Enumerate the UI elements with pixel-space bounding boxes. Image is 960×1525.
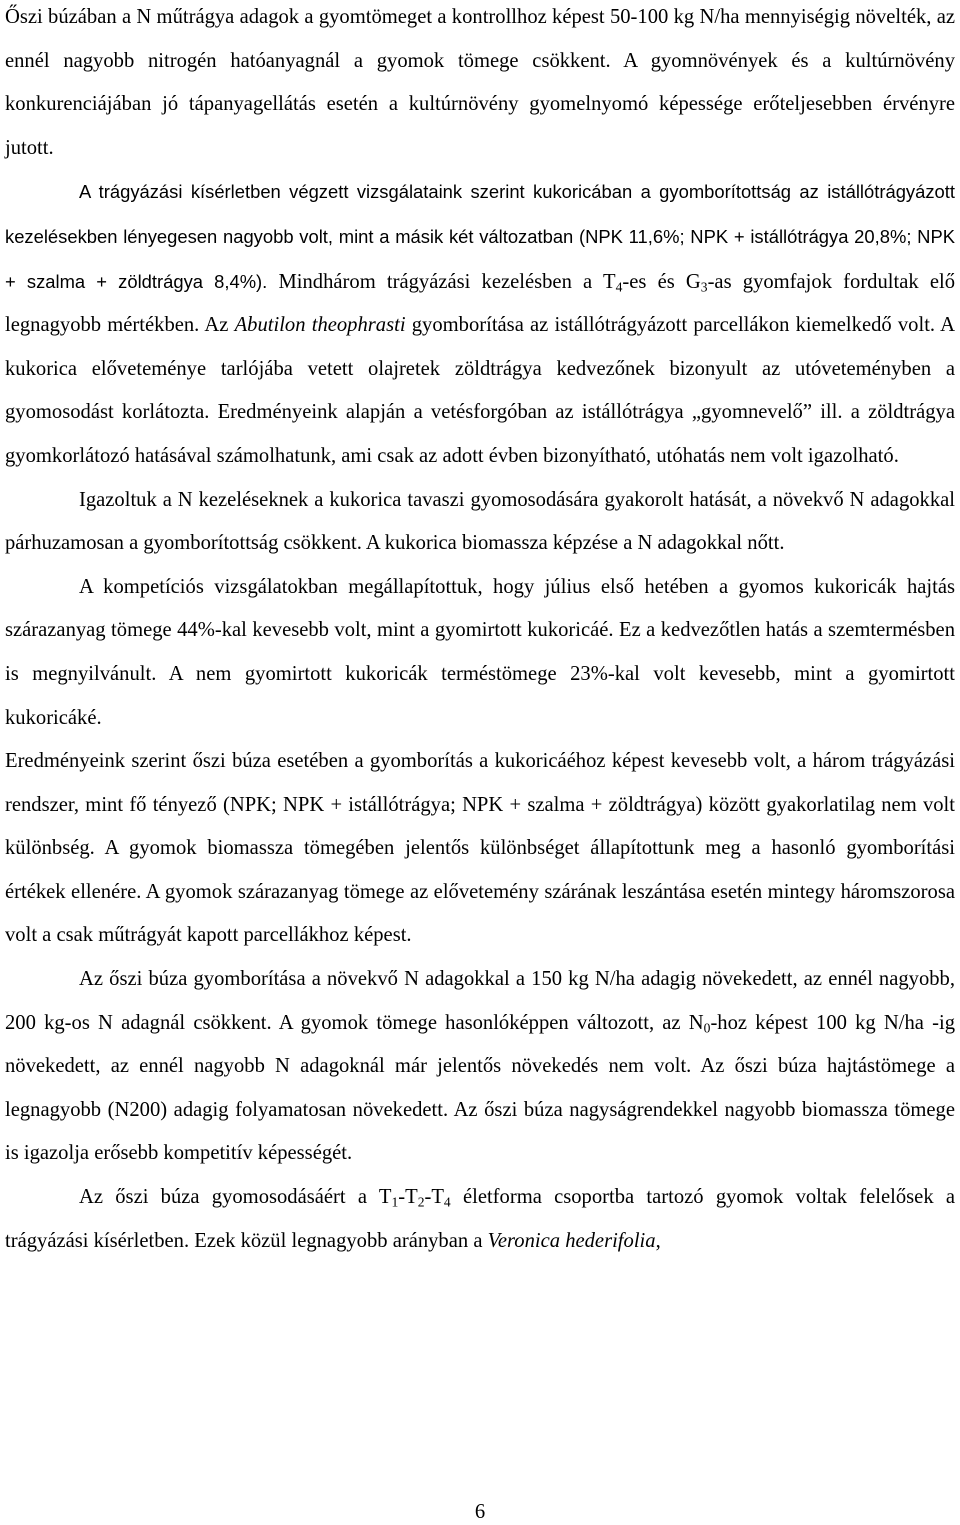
paragraph-2 (5, 170, 955, 478)
paragraph-5 (5, 740, 955, 958)
species-name-abutilon: Abutilon theophrasti (234, 314, 406, 337)
paragraph-2-text-c: -as gyomfajok fordultak elő legnagyobb mértékben. Az (5, 270, 955, 337)
paragraph-7-text-a: Az őszi búza gyomosodásáért a T (79, 1186, 392, 1209)
paragraph-4 (5, 566, 955, 740)
paragraph-2-text-a: Mindhárom trágyázási kezelésben a T (267, 270, 616, 293)
paragraph-7-text-b: -T (398, 1186, 418, 1209)
subscript-t4b: 4 (443, 1194, 451, 1210)
paragraph-7-text-c: -T (424, 1186, 444, 1209)
paragraph-1 (5, 0, 955, 170)
paragraph-7-text-d: életforma csoportba tartozó gyomok voltak felelősek a trágyázási kísérletben. Ezek közül legnagyobb arányban a (5, 1186, 955, 1252)
page-number: 6 (474, 1501, 486, 1523)
document-page (5, 0, 955, 1263)
paragraph-2-text-d: gyomborítása az istállótrágyázott parcellákon kiemelkedő volt. A kukorica előveteménye tarlójába vetett olajretek zöldtrágya kedvezőnek bizonyult az utóveteményben a gyomosodást korlátozta. Eredményeink alapján a vetésforgóban az istállótrágya „gyomnevelő” ill. a zöldtrágya gyomkorlátozó hatásával számolhatunk, ami csak az adott évben bizonyítható, utóhatás nem volt igazolható. (5, 314, 955, 467)
paragraph-2-text-b: -es és G (622, 270, 701, 293)
subscript-t1: 1 (391, 1194, 399, 1210)
species-name-veronica: Veronica hederifolia (487, 1229, 656, 1252)
paragraph-6 (5, 958, 955, 1176)
paragraph-4-text: A kompetíciós vizsgálatokban megállapítottuk, hogy július első hetében a gyomos kukoricák hajtás szárazanyag tömege 44%-kal kevesebb volt, mint a gyomirtott kukoricáé. Ez a kedvezőtlen hatás a szemtermésben is megnyilvánult. A nem gyomirtott kukoricák terméstömege 23%-kal volt kevesebb, mint a gyomirtott kukoricáké. (5, 575, 955, 729)
paragraph-6-text-a: Az őszi búza gyomborítása a növekvő N adagokkal a 150 kg N/ha adagig növekedett, az ennél nagyobb, 200 kg-os N adagnál csökkent. A gyomok tömege hasonlóképpen változott, az N (5, 968, 955, 1034)
paragraph-3 (5, 479, 955, 566)
paragraph-7-text-e: , (655, 1229, 661, 1252)
paragraph-5-text: Eredményeink szerint őszi búza esetében a gyomborítás a kukoricáéhoz képest kevesebb volt, a három trágyázási rendszer, mint fő tényező (NPK; NPK + istállótrágya; NPK + szalma + zöldtrágya) között gyakorlatilag nem volt különbség. A gyomok biomassza tömegében jelentős különbséget állapítottunk meg a hasonló gyomborítási értékek ellenére. A gyomok szárazanyag tömege az elővetemény szárának leszántása esetén mintegy háromszorosa volt a csak műtrágyát kapott parcellákhoz képest. (5, 750, 955, 947)
paragraph-6-text-b: -hoz képest 100 kg N/ha -ig növekedett, az ennél nagyobb N adagoknál már jelentős növekedés nem volt. Az őszi búza hajtástömege a legnagyobb (N200) adagig folyamatosan növekedett. Az őszi búza nagyságrendekkel nagyobb biomassza tömege is igazolja erősebb kompetitív képességét. (5, 1011, 955, 1165)
paragraph-3-text: Igazoltuk a N kezeléseknek a kukorica tavaszi gyomosodására gyakorolt hatását, a növekvő N adagokkal párhuzamosan a gyomborítottság csökkent. A kukorica biomassza képzése a N adagokkal nőtt. (5, 488, 955, 555)
subscript-t2: 2 (417, 1194, 425, 1210)
paragraph-1-text: Őszi búzában a N műtrágya adagok a gyomtömeget a kontrollhoz képest 50-100 kg N/ha mennyiségig növelték, az ennél nagyobb nitrogén hatóanyagnál a gyomok tömege csökkent. A gyomnövények és a kultúrnövény konkurenciájában jó tápanyagellátás esetén a kultúrnövény gyomelnyomó képessége erőteljesebben érvényre jutott. (5, 6, 955, 159)
paragraph-7 (5, 1176, 955, 1263)
subscript-g3: 3 (700, 278, 708, 294)
paragraph-2-sentence-1: A trágyázási kísérletben végzett vizsgálataink szerint kukoricában a gyomborítottság az istállótrágyázott kezelésekben lényegesen nagyobb volt, mint a másik két változatban (NPK 11,6%; NPK + istállótrágya 20,8%; NPK + szalma + zöldtrágya 8,4%). (5, 181, 955, 292)
subscript-n0: 0 (703, 1020, 711, 1036)
subscript-t4: 4 (615, 278, 623, 294)
